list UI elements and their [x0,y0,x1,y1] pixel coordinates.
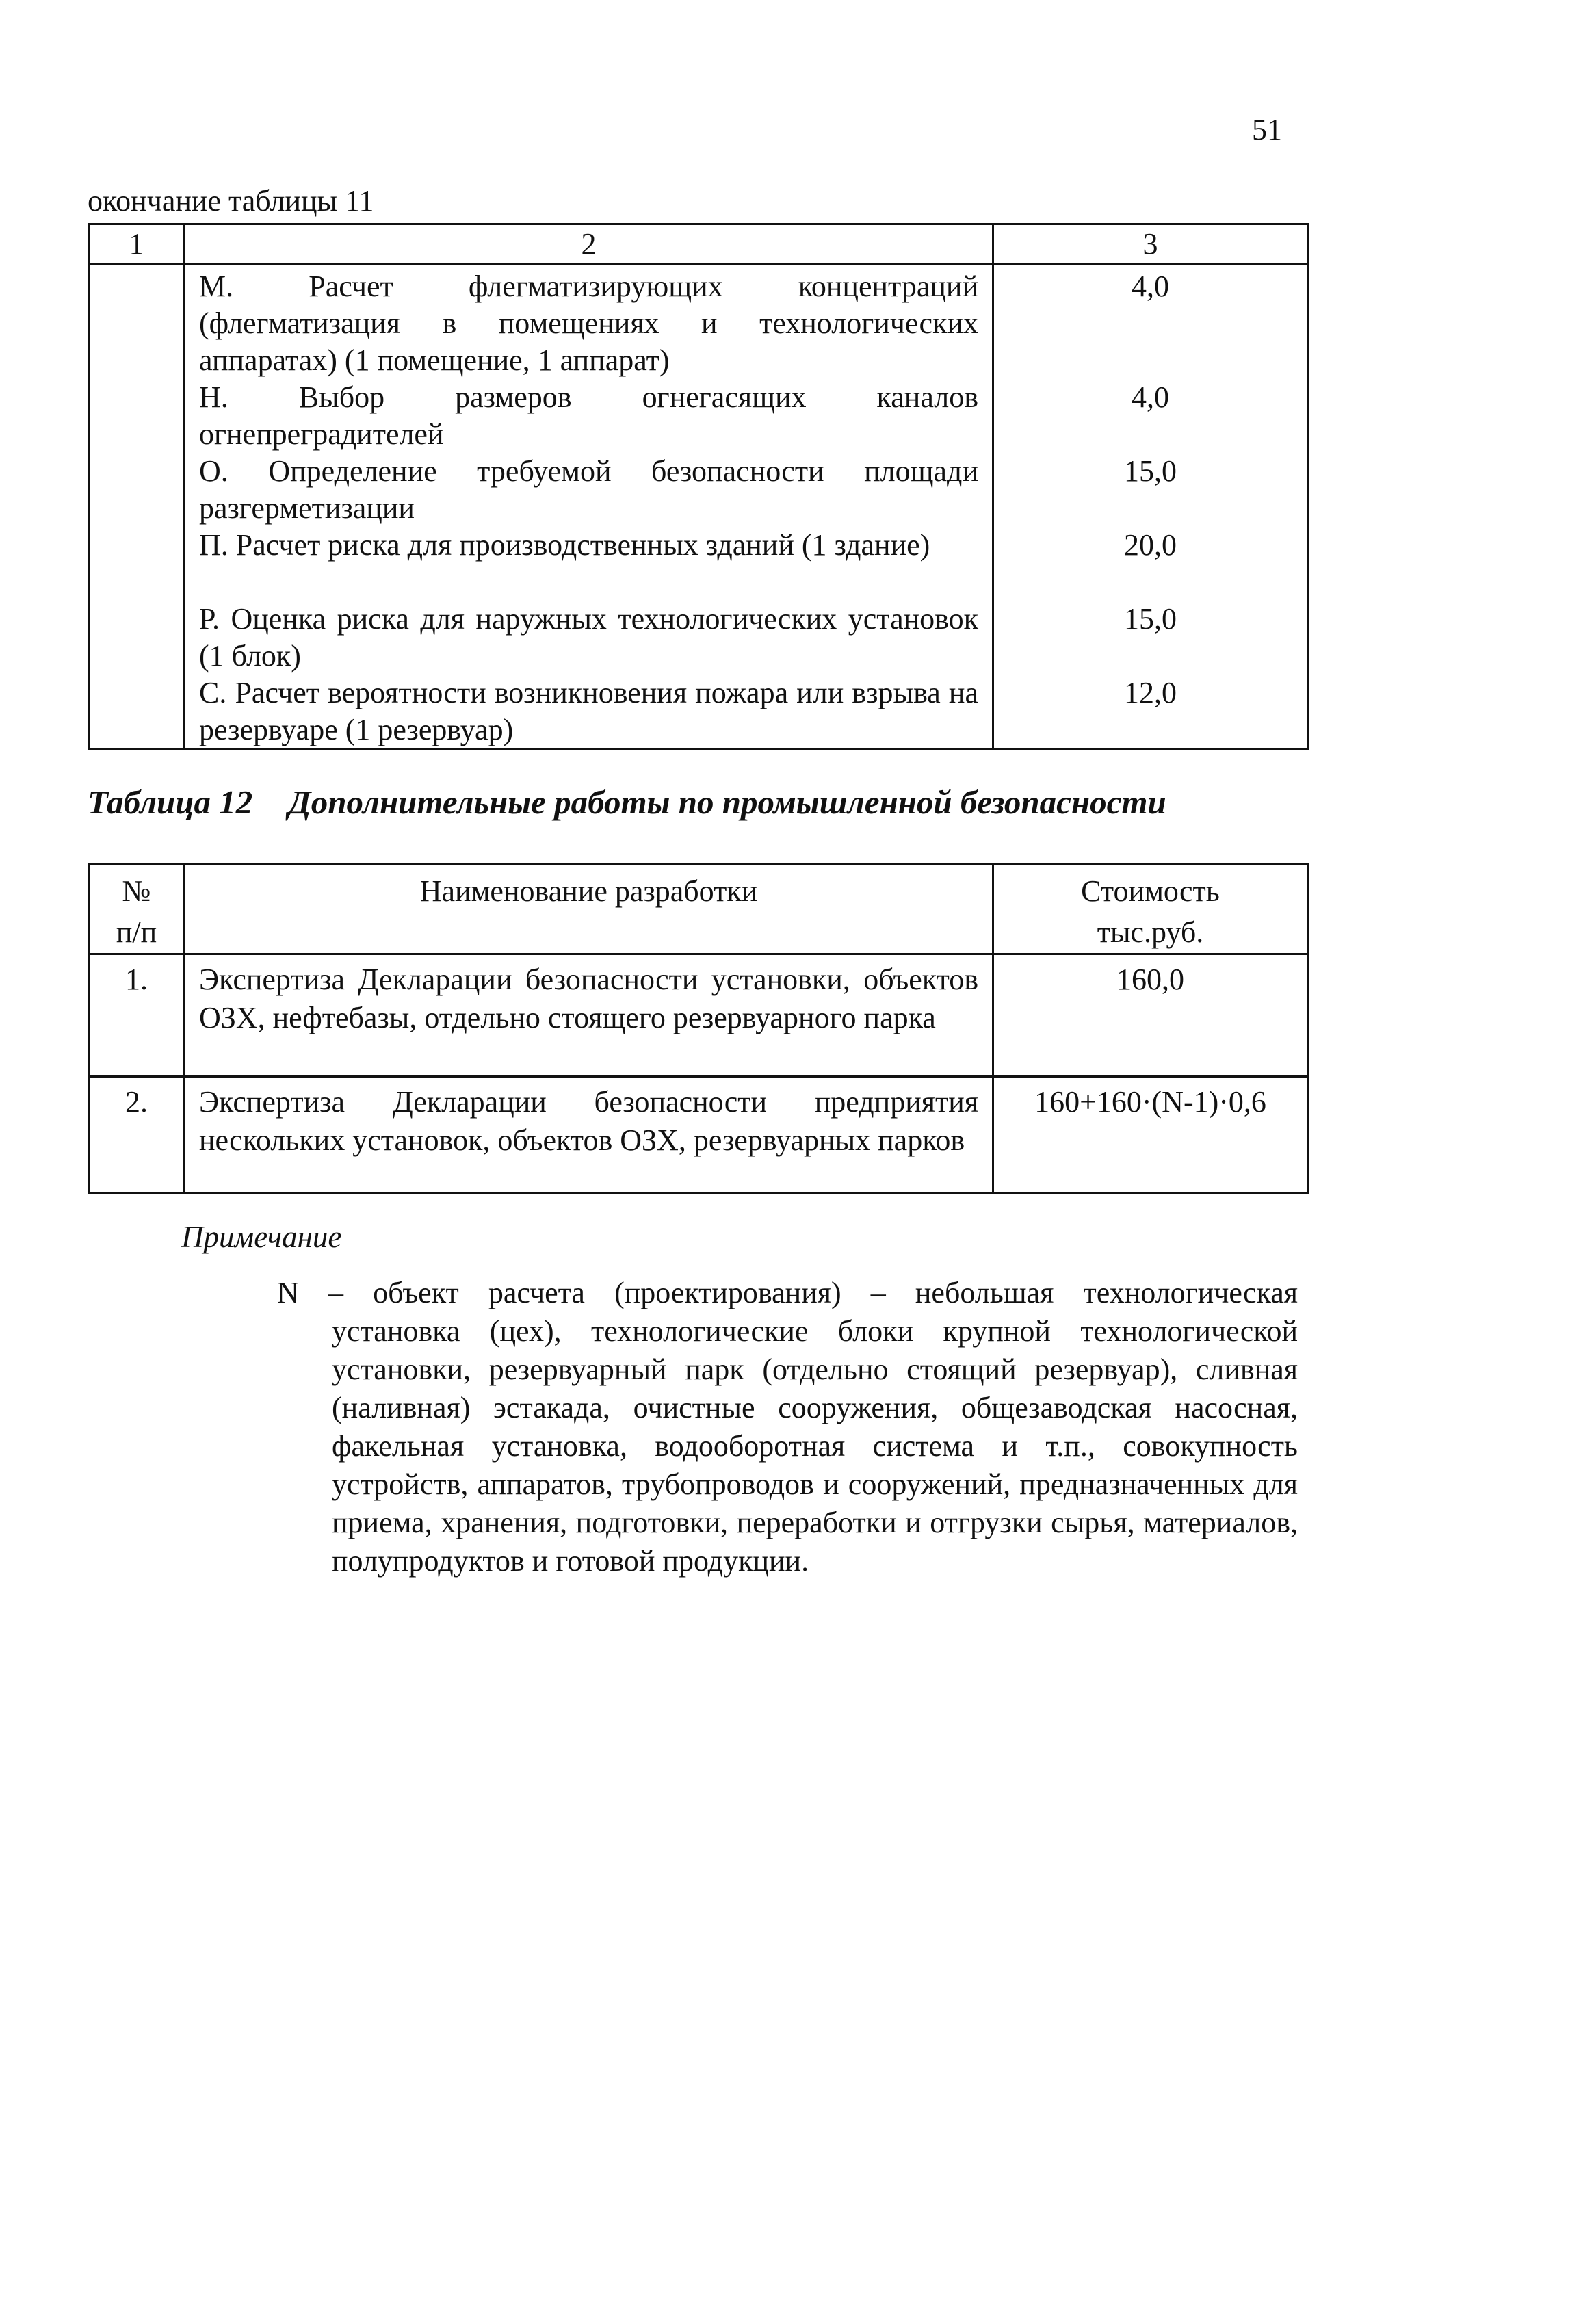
table12-row-cost: 160+160·(N-1)·0,6 [993,1077,1308,1194]
table12-header-row [89,865,1308,954]
table11-body-col1 [89,265,185,750]
table11-item-value: 15,0 [1124,602,1177,636]
table12-row-name: Экспертиза Декларации безопасности установки, объектов ОЗХ, нефтебазы, отдельно стоящего резервуарного парка [185,954,993,1077]
table12-title: Дополнительные работы по промышленной безопасности [288,783,1166,821]
table11-header-col2: 2 [185,224,993,265]
table11-body-col3 [993,265,1308,750]
table11-item-value: 4,0 [1132,270,1169,303]
table12-row-cost: 160,0 [993,954,1308,1077]
table11-body-row [89,265,1308,750]
table12-row [89,1077,1308,1194]
table12-header-num-line2: п/п [116,915,157,949]
table11-item-value: 12,0 [1124,676,1177,709]
table11-item-text: М. Расчет флегматизирующих концентраций (флегматизация в помещениях и технологических аппаратах) (1 помещение, 1 аппарат) [199,270,978,377]
table11-header-row [89,224,1308,265]
table11-item-value: 15,0 [1124,454,1177,488]
table12-row-name: Экспертиза Декларации безопасности предприятия нескольких установок, объектов ОЗХ, резервуарных парков [185,1077,993,1194]
table11-item-value: 4,0 [1132,380,1169,414]
table11-item-text: С. Расчет вероятности возникновения пожара или взрыва на резервуаре (1 резервуар) [199,676,978,746]
table11-header-col3: 3 [993,224,1308,265]
table12-row-num: 1. [89,954,185,1077]
table11-body-col2 [185,265,993,750]
table11-continuation [88,223,1309,750]
table11-item-text: П. Расчет риска для производственных зданий (1 здание) [199,528,930,562]
note-title: Примечание [181,1220,342,1254]
page-number: 51 [1252,113,1282,146]
table11-item-text: О. Определение требуемой безопасности площади разгерметизации [199,454,978,525]
table12-row-num: 2. [89,1077,185,1194]
table12-header-cost [993,865,1308,954]
table12-header-num-line1: № [122,874,151,908]
table12-header-cost-line2: тыс.руб. [1097,915,1204,949]
table12 [88,863,1309,1194]
table12-header-name: Наименование разработки [185,865,993,954]
table12-caption [88,785,1166,819]
table12-header-cost-line1: Стоимость [1081,874,1220,908]
table11-header-col1: 1 [89,224,185,265]
table12-label: Таблица 12 [88,783,253,821]
table11-item-value: 20,0 [1124,528,1177,562]
note-text: – объект расчета (проектирования) – небольшая технологическая установка (цех), технологические блоки крупной технологической установки, резервуарный парк (отдельно стоящий резервуар), сливная (наливная) эстакада, очистные сооружения, общезаводская насосная, факельная установка, водооборотная система и т.п., совокупность устройств, аппаратов, трубопроводов и сооружений, предназначенных для приема, хранения, подготовки, переработки и отгрузки сырья, материалов, полупродуктов и готовой продукции. [328,1276,1298,1578]
table12-header-num [89,865,185,954]
table11-item-text: Р. Оценка риска для наружных технологических установок (1 блок) [199,602,978,673]
table11-continuation-caption: окончание таблицы 11 [88,184,374,218]
note-symbol: N [277,1276,299,1309]
table11-item-text: Н. Выбор размеров огнегасящих каналов огнепреградителей [199,380,978,451]
table12-row [89,954,1308,1077]
